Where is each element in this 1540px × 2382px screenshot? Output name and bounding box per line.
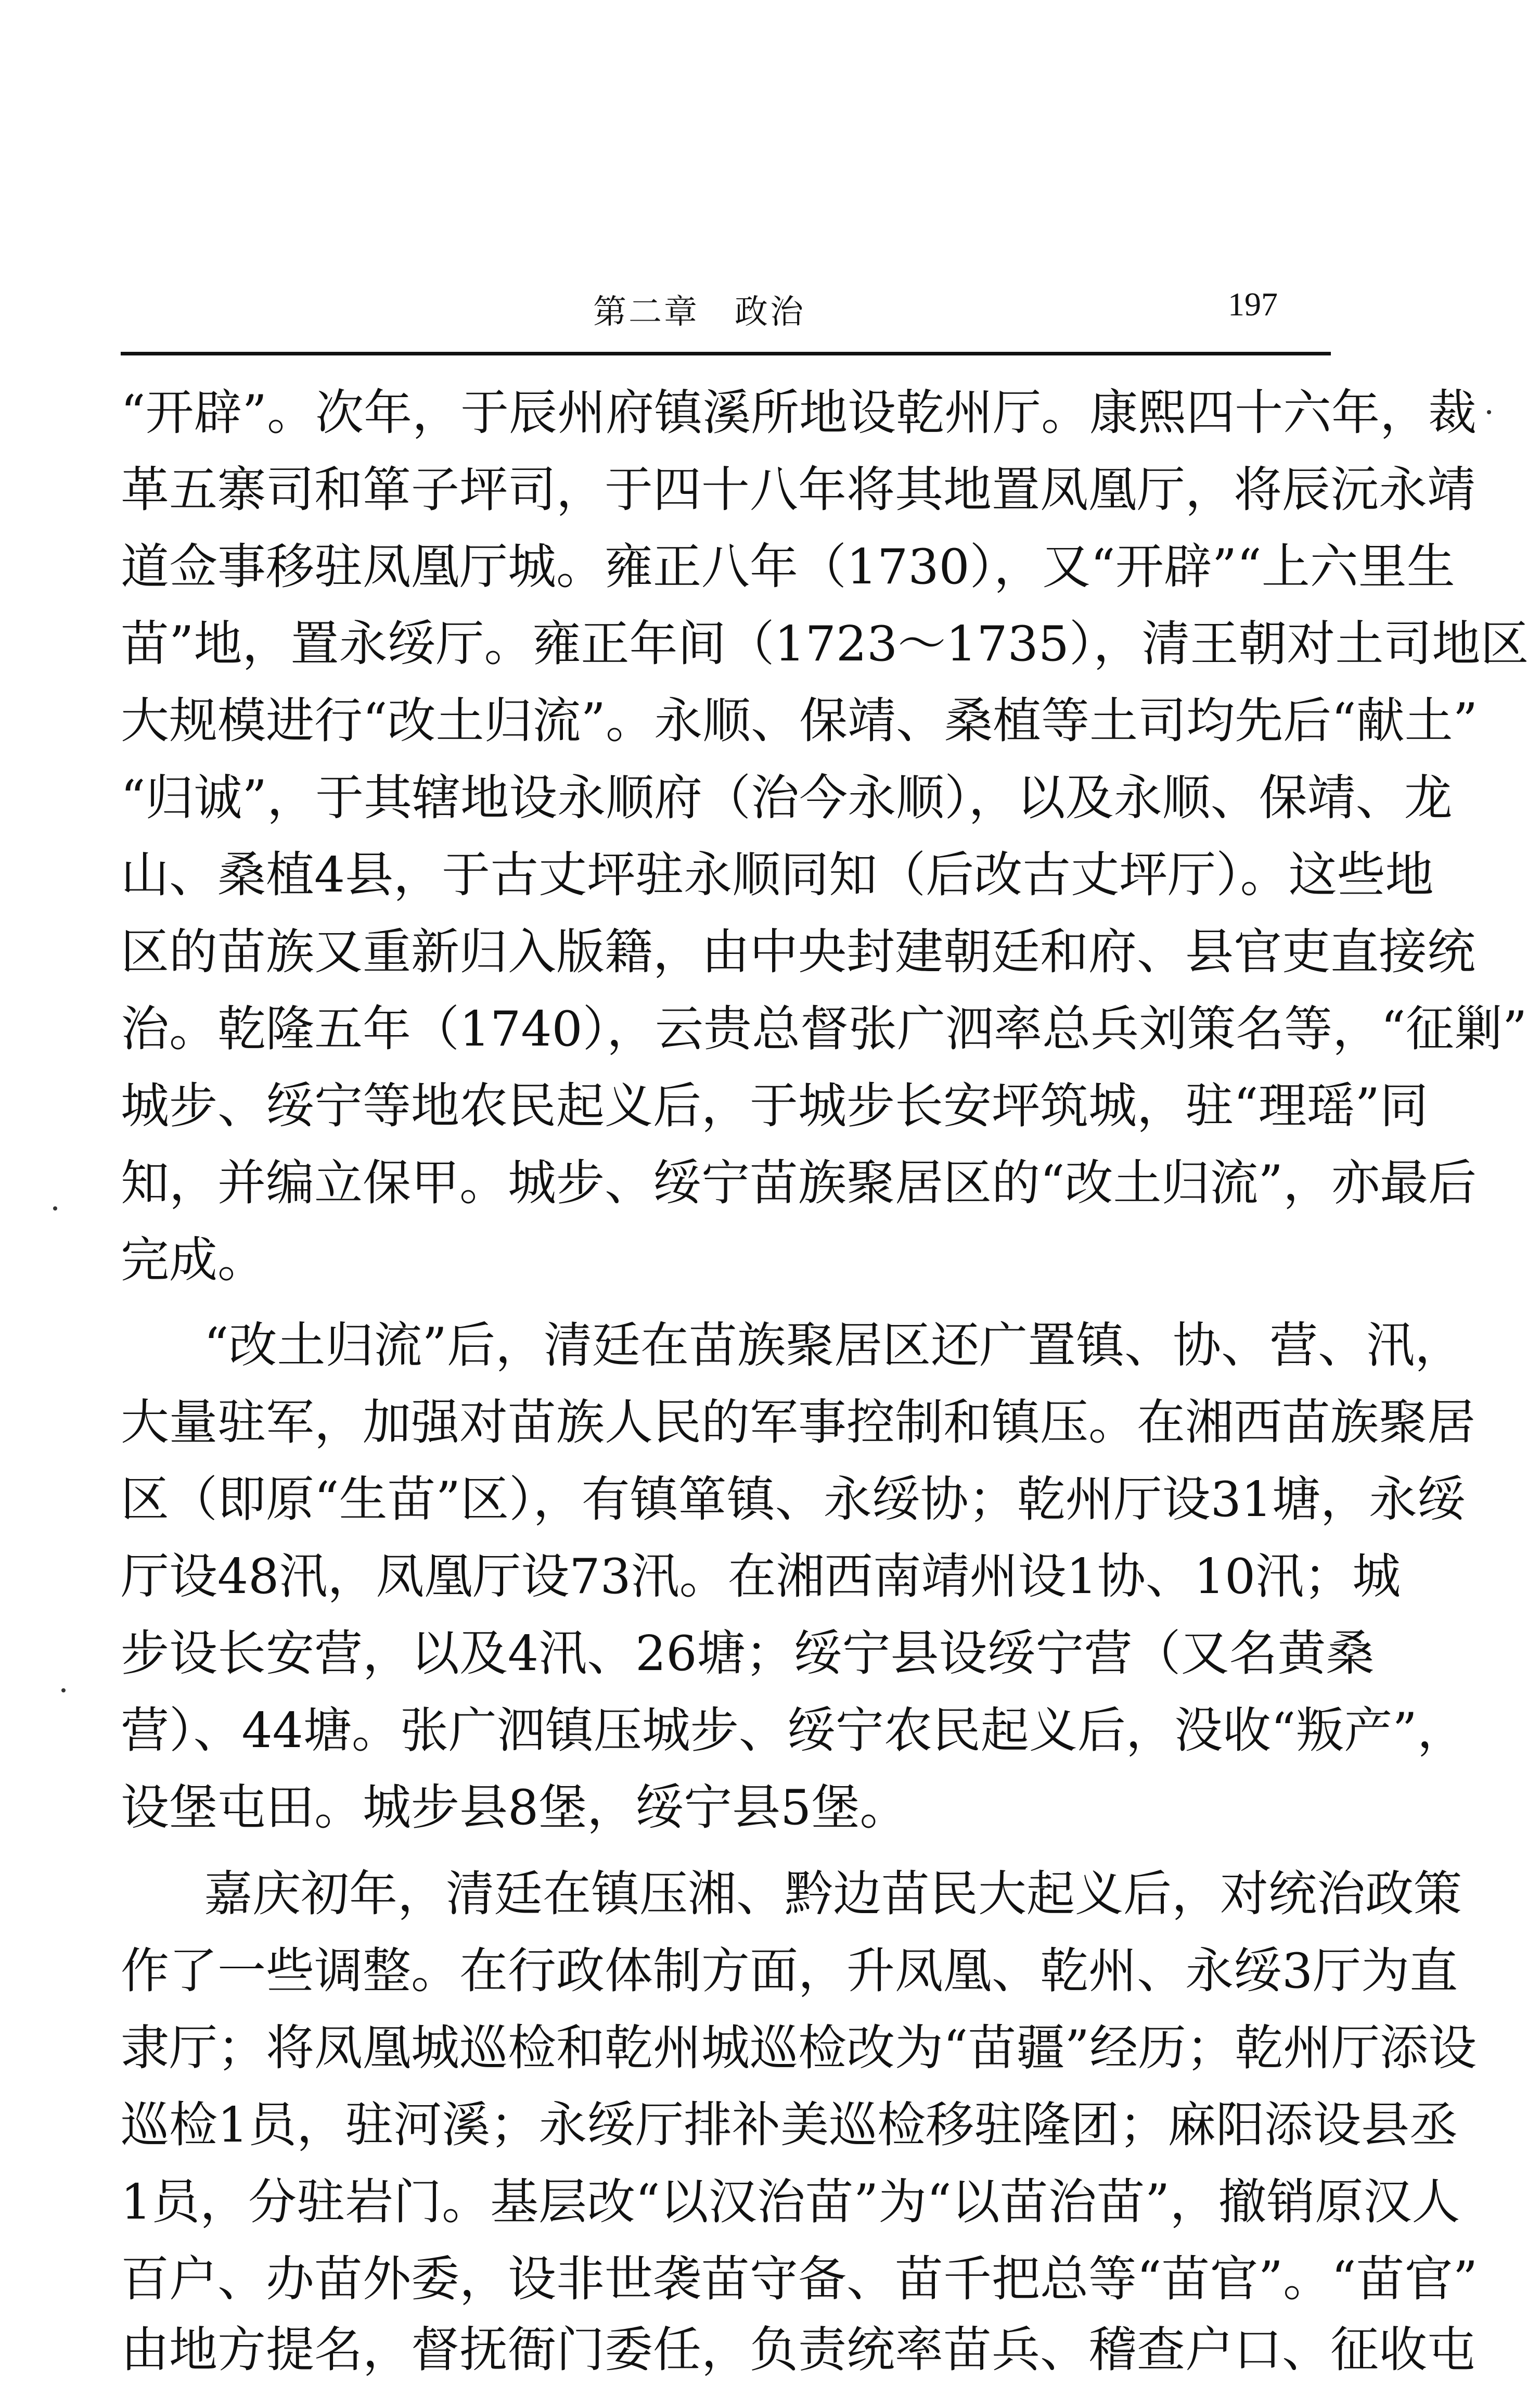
text-line: 厅设48汛，凤凰厅设73汛。在湘西南靖州设1协、10汛；城 (121, 1548, 1401, 1604)
scan-speck (53, 1206, 57, 1211)
text-line: 由地方提名，督抚衙门委任，负责统率苗兵、稽查户口、征收屯 (121, 2322, 1475, 2378)
text-line: 巡检1员，驻河溪；永绥厅排补美巡检移驻隆团；麻阳添设县丞 (121, 2097, 1458, 2153)
text-line: 治。乾隆五年（1740），云贵总督张广泗率总兵刘策名等，“征剿” (121, 1001, 1528, 1057)
text-line: 隶厅；将凤凰城巡检和乾州城巡检改为“苗疆”经历；乾州厅添设 (121, 2020, 1477, 2076)
text-line: 大量驻军，加强对苗族人民的军事控制和镇压。在湘西苗族聚居 (121, 1394, 1475, 1450)
header-rule (121, 352, 1331, 355)
text-line: 城步、绥宁等地农民起义后，于城步长安坪筑城，驻“理瑶”同 (121, 1078, 1429, 1134)
text-line: “改土归流”后，清廷在苗族聚居区还广置镇、协、营、汛， (204, 1317, 1464, 1373)
text-line: 苗”地，置永绥厅。雍正年间（1723～1735），清王朝对土司地区 (121, 616, 1529, 672)
text-line: 革五寨司和箪子坪司，于四十八年将其地置凤凰厅，将辰沅永靖 (121, 462, 1475, 518)
text-line: 区（即原“生苗”区），有镇箪镇、永绥协；乾州厅设31塘，永绥 (121, 1471, 1466, 1527)
text-line: “归诚”，于其辖地设永顺府（治今永顺），以及永顺、保靖、龙 (121, 770, 1453, 826)
text-line: 知，并编立保甲。城步、绥宁苗族聚居区的“改土归流”，亦最后 (121, 1155, 1477, 1211)
text-line: 嘉庆初年，清廷在镇压湘、黔边苗民大起义后，对统治政策 (204, 1866, 1462, 1922)
scan-speck (1487, 410, 1491, 414)
text-line: 1员，分驻岩门。基层改“以汉治苗”为“以苗治苗”，撤销原汉人 (121, 2174, 1460, 2230)
text-line: 大规模进行“改土归流”。永顺、保靖、桑植等土司均先后“献土” (121, 693, 1478, 749)
page-number: 197 (1228, 286, 1278, 323)
text-line: “开辟”。次年，于辰州府镇溪所地设乾州厅。康熙四十六年，裁 (121, 385, 1477, 441)
text-line: 营）、44塘。张广泗镇压城步、绥宁农民起义后，没收“叛产”， (121, 1702, 1466, 1759)
text-line: 区的苗族又重新归入版籍，由中央封建朝廷和府、县官吏直接统 (121, 924, 1475, 980)
text-line: 山、桑植4县，于古丈坪驻永顺同知（后改古丈坪厅）。这些地 (121, 847, 1434, 903)
text-line: 道佥事移驻凤凰厅城。雍正八年（1730），又“开辟”“上六里生 (121, 539, 1455, 595)
text-line: 百户、办苗外委，设非世袭苗守备、苗千把总等“苗官”。“苗官” (121, 2251, 1478, 2307)
chapter-title: 第二章 政治 (593, 293, 805, 332)
text-line: 设堡屯田。城步县8堡，绥宁县5堡。 (121, 1779, 908, 1836)
text-line: 步设长安营，以及4汛、26塘；绥宁县设绥宁营（又名黄桑 (121, 1625, 1375, 1682)
text-line: 作了一些调整。在行政体制方面，升凤凰、乾州、永绥3厅为直 (121, 1943, 1458, 1999)
scan-speck (61, 1688, 66, 1692)
text-line: 完成。 (121, 1232, 266, 1288)
